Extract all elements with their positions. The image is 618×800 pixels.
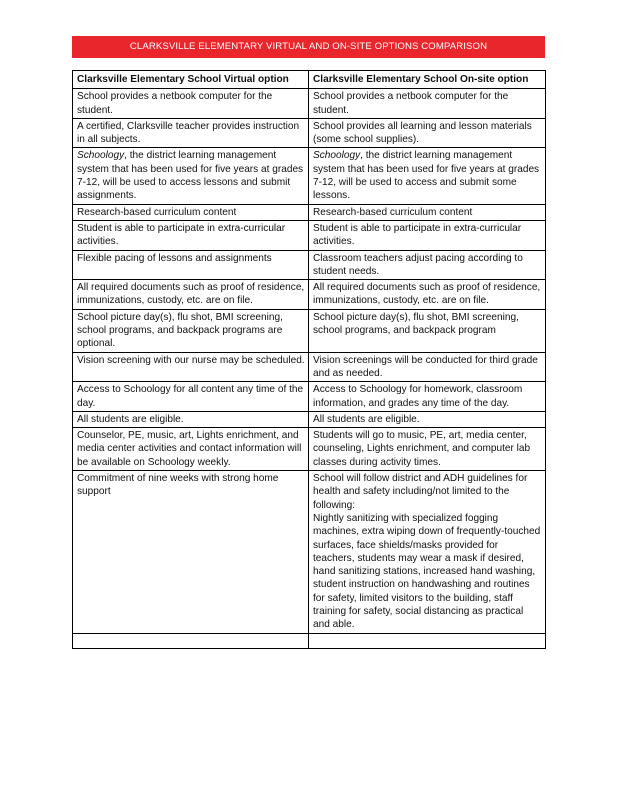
page-title-banner: CLARKSVILLE ELEMENTARY VIRTUAL AND ON-SITE OPTIONS COMPARISON [72,36,545,58]
cell-virtual: Vision screening with our nurse may be scheduled. [73,352,309,382]
cell-virtual: All required documents such as proof of residence, immunizations, custody, etc. are on file. [73,280,309,310]
table-row [73,382,546,412]
cell-virtual: Counselor, PE, music, art, Lights enrichment, and media center activities and contact information will be available on Schoology weekly. [73,428,309,471]
table-row [73,428,546,471]
cell-onsite: Vision screenings will be conducted for third grade and as needed. [309,352,546,382]
table-row [73,89,546,119]
cell-onsite [309,633,546,648]
table-row [73,280,546,310]
header-virtual-option: Clarksville Elementary School Virtual option [73,71,309,89]
cell-virtual: All students are eligible. [73,411,309,427]
table-header-row [73,71,546,89]
comparison-table [72,70,546,649]
table-row-empty [73,633,546,648]
cell-onsite [309,148,546,204]
cell-virtual: Research-based curriculum content [73,204,309,220]
cell-onsite: School will follow district and ADH guidelines for health and safety including/not limited to the following: Nightly sanitizing with specialized fogging machines, extra wiping down of frequently-touched surfaces, face shields/masks provided for teachers, students may wear a mask if desired, hand sanitizing stations, increased hand washing, student instruction on handwashing and routines for safety, limited visitors to the building, staff training for safety, social distancing as practical and able. [309,471,546,634]
table-row [73,309,546,352]
table-row [73,250,546,280]
cell-virtual: School provides a netbook computer for the student. [73,89,309,119]
cell-onsite: School provides all learning and lesson materials (some school supplies). [309,118,546,148]
cell-onsite: Research-based curriculum content [309,204,546,220]
cell-virtual: Student is able to participate in extra-curricular activities. [73,220,309,250]
cell-onsite: Students will go to music, PE, art, media center, counseling, Lights enrichment, and computer lab classes during activity times. [309,428,546,471]
cell-onsite: Classroom teachers adjust pacing according to student needs. [309,250,546,280]
header-onsite-option: Clarksville Elementary School On-site option [309,71,546,89]
cell-virtual [73,633,309,648]
cell-onsite: All students are eligible. [309,411,546,427]
cell-onsite: All required documents such as proof of residence, immunizations, custody, etc. are on file. [309,280,546,310]
table-row [73,148,546,204]
schoology-term: Schoology [313,150,361,162]
cell-virtual: Access to Schoology for all content any time of the day. [73,382,309,412]
cell-virtual: School picture day(s), flu shot, BMI screening, school programs, and backpack programs are optional. [73,309,309,352]
cell-onsite: School picture day(s), flu shot, BMI screening, school programs, and backpack program [309,309,546,352]
cell-virtual: Flexible pacing of lessons and assignments [73,250,309,280]
cell-virtual: Commitment of nine weeks with strong home support [73,471,309,634]
table-row [73,411,546,427]
cell-onsite: Access to Schoology for homework, classroom information, and grades any time of the day. [309,382,546,412]
table-row [73,118,546,148]
cell-onsite-text: , the district learning management system that has been used for five years at grades 7-12, will be used to access and submit some lessons. [313,150,540,202]
table-row [73,352,546,382]
table-row [73,471,546,634]
cell-onsite: Student is able to participate in extra-curricular activities. [309,220,546,250]
cell-virtual-text: , the district learning management system that has been used for five years at grades 7-12, will be used to access lessons and submit assignments. [77,150,304,202]
table-row [73,204,546,220]
table-row [73,220,546,250]
cell-onsite: School provides a netbook computer for the student. [309,89,546,119]
cell-virtual [73,148,309,204]
cell-virtual: A certified, Clarksville teacher provides instruction in all subjects. [73,118,309,148]
schoology-term: Schoology [77,150,125,162]
